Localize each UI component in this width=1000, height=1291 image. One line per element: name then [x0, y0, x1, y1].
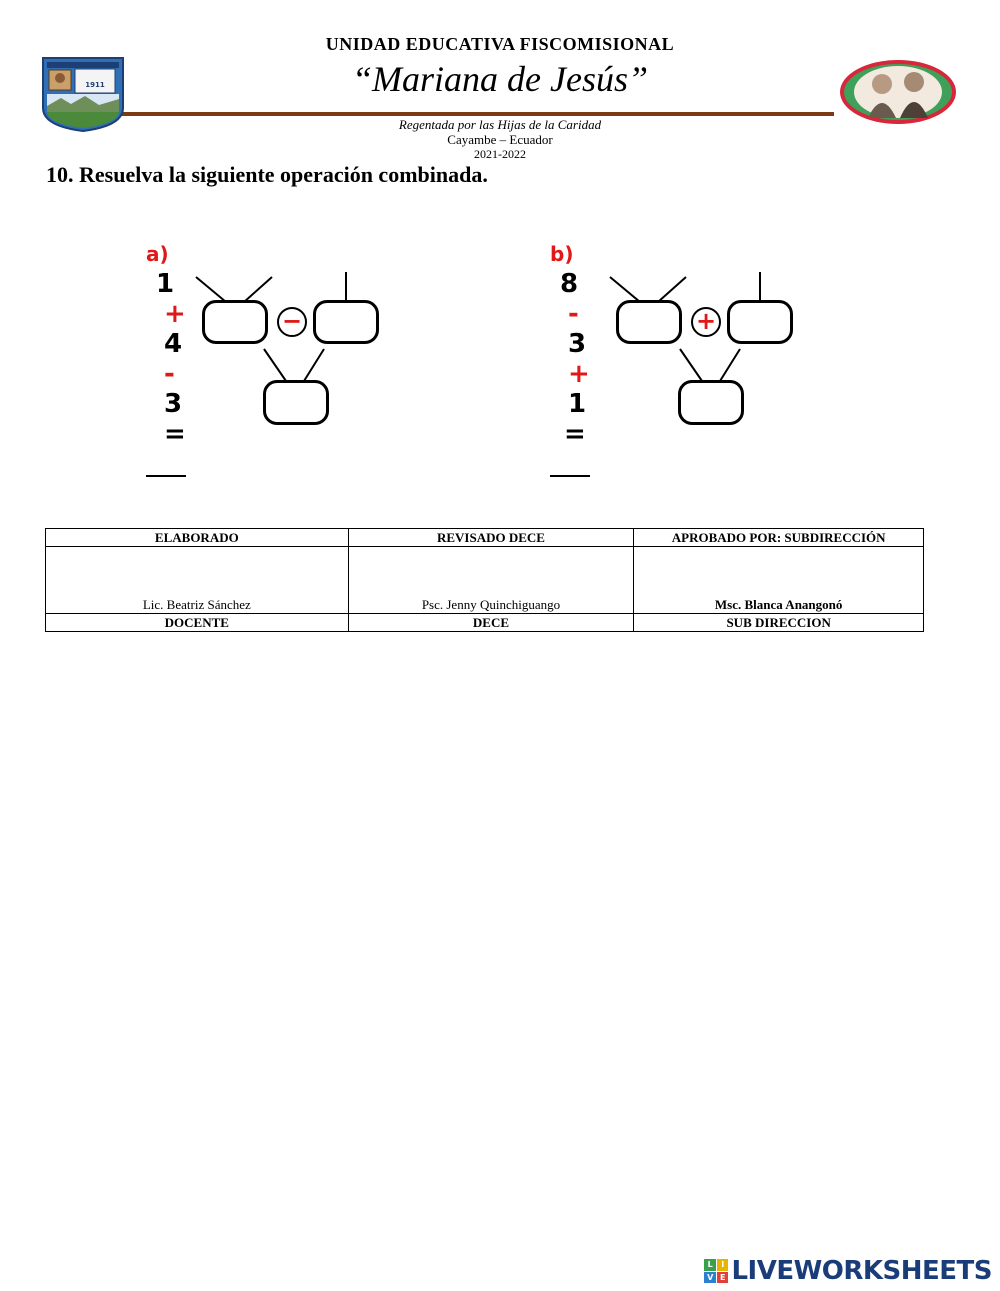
- exercise-b-plus-circle: +: [691, 307, 721, 337]
- name-subdireccion: Msc. Blanca Anangonó: [634, 547, 924, 614]
- role-subdireccion: SUB DIRECCION: [634, 614, 924, 632]
- exercise-b-number-2: 3: [568, 329, 587, 359]
- logo-letter-l: L: [704, 1259, 716, 1271]
- school-motto: “Mariana de Jesús”: [352, 59, 648, 99]
- header-elaborado: ELABORADO: [46, 529, 349, 547]
- exercise-b-number-3: 1: [568, 389, 587, 419]
- liveworksheets-text: LIVEWORKSHEETS: [731, 1256, 992, 1286]
- exercise-b-operator-2: +: [568, 359, 590, 389]
- exercise-b-label: b): [550, 242, 574, 266]
- exercise-a-operator-2: -: [164, 359, 175, 389]
- school-name: UNIDAD EDUCATIVA FISCOMISIONAL: [325, 34, 675, 54]
- exercise-b-connector-lines: [0, 0, 1000, 500]
- exercise-a-equals: =: [164, 419, 186, 449]
- liveworksheets-brand[interactable]: [704, 1256, 992, 1286]
- exercise-b-number-1: 8: [560, 269, 579, 299]
- exercise-a-number-2: 4: [164, 329, 183, 359]
- exercise-b-box-result[interactable]: [678, 380, 744, 425]
- signature-table: [45, 528, 924, 632]
- header-revisado: REVISADO DECE: [348, 529, 634, 547]
- location-text: Cayambe – Ecuador: [447, 132, 553, 147]
- exercise-a-number-1: 1: [156, 269, 175, 299]
- exercise-b-operator-1: -: [568, 299, 579, 329]
- school-year: 2021-2022: [474, 147, 526, 161]
- name-dece: Psc. Jenny Quinchiguango: [348, 547, 634, 614]
- question-text: 10. Resuelva la siguiente operación combinada.: [46, 162, 488, 187]
- crest-year: 1911: [85, 81, 105, 89]
- logo-letter-e: E: [717, 1272, 729, 1284]
- signature-role-row: [46, 614, 924, 632]
- logo-letter-v: V: [704, 1272, 716, 1284]
- exercise-b-box-right[interactable]: [727, 300, 793, 344]
- role-docente: DOCENTE: [46, 614, 349, 632]
- name-docente: Lic. Beatriz Sánchez: [46, 547, 349, 614]
- regentada-text: Regentada por las Hijas de la Caridad: [398, 117, 602, 132]
- exercise-b-box-left[interactable]: [616, 300, 682, 344]
- logo-letter-i: I: [717, 1259, 729, 1271]
- exercise-a-number-3: 3: [164, 389, 183, 419]
- liveworksheets-logo-icon: [704, 1259, 728, 1283]
- exercise-a-operator-1: +: [164, 299, 186, 329]
- exercise-a-minus-circle: −: [277, 307, 307, 337]
- signature-header-row: [46, 529, 924, 547]
- role-dece: DECE: [348, 614, 634, 632]
- header-aprobado: APROBADO POR: SUBDIRECCIÓN: [634, 529, 924, 547]
- exercise-a-label: a): [146, 242, 169, 266]
- signature-name-row: [46, 547, 924, 614]
- exercise-b-equals: =: [564, 419, 586, 449]
